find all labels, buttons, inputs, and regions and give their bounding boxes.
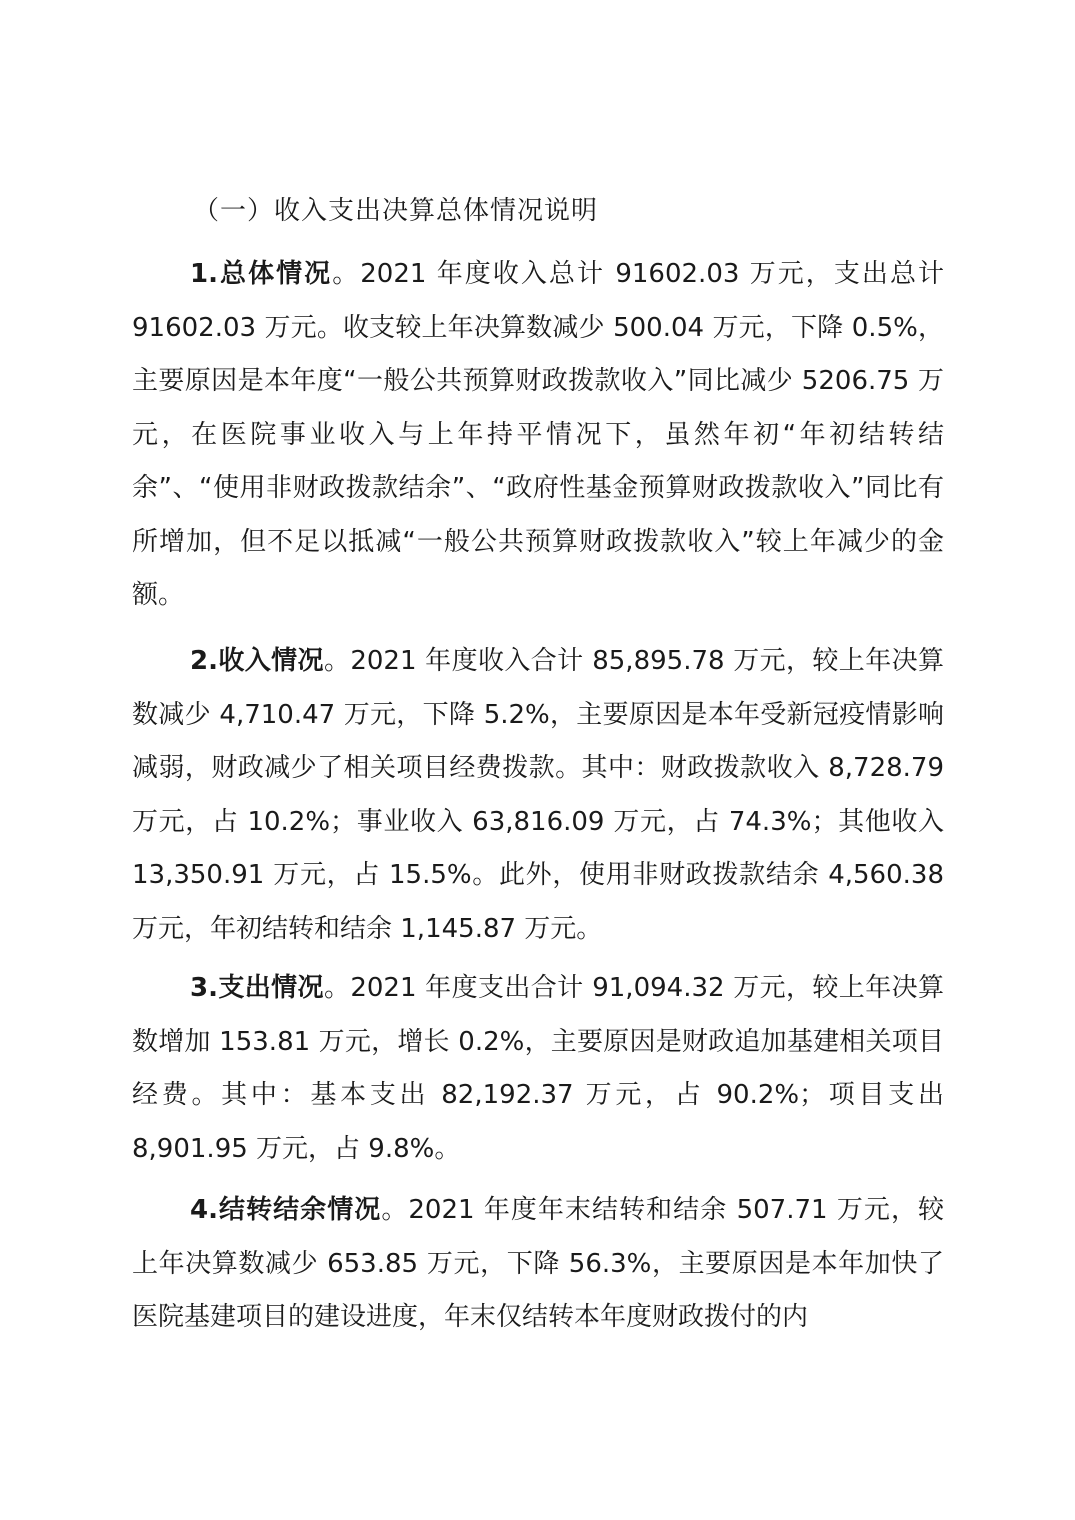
- paragraph-overall: [132, 248, 944, 623]
- paragraph-carryover: [132, 1184, 944, 1345]
- paragraph-body-income: 。2021 年度收入合计 85,895.78 万元，较上年决算数减少 4,710.47 万元，下降 5.2%，主要原因是本年受新冠疫情影响减弱，财政减少了相关项目经费拨款。其中：财政拨款收入 8,728.79 万元，占 10.2%；事业收入 63,816.09 万元，占 74.3%；其他收入 13,350.91 万元，占 15.5%。此外，使用非财政拨款结余 4,560.38 万元，年初结转和结余 1,145.87 万元。: [132, 646, 944, 944]
- paragraph-body-overall: 。2021 年度收入总计 91602.03 万元，支出总计 91602.03 万元。收支较上年决算数减少 500.04 万元，下降 0.5%，主要原因是本年度“一般公共预算财政拨款收入”同比减少 5206.75 万元，在医院事业收入与上年持平情况下，虽然年初“年初结转结余”、“使用非财政拨款结余”、“政府性基金预算财政拨款收入”同比有所增加，但不足以抵减“一般公共预算财政拨款收入”较上年减少的金额。: [132, 259, 945, 610]
- section-heading: （一）收入支出决算总体情况说明: [193, 196, 599, 226]
- paragraph-lead-overall: 1.总体情况: [190, 259, 333, 289]
- paragraph-expenditure: [132, 962, 944, 1176]
- paragraph-lead-income: 2.收入情况: [190, 646, 324, 676]
- paragraph-lead-expenditure: 3.支出情况: [190, 973, 324, 1003]
- paragraph-income: [132, 635, 944, 956]
- paragraph-body-expenditure: 。2021 年度支出合计 91,094.32 万元，较上年决算数增加 153.81 万元，增长 0.2%，主要原因是财政追加基建相关项目经费。其中：基本支出 82,192.37 万元，占 90.2%；项目支出 8,901.95 万元，占 9.8%。: [132, 973, 944, 1164]
- paragraph-lead-carryover: 4.结转结余情况: [190, 1195, 382, 1225]
- paragraph-body-carryover: 。2021 年度年末结转和结余 507.71 万元，较上年决算数减少 653.85 万元，下降 56.3%，主要原因是本年加快了医院基建项目的建设进度，年末仅结转本年度财政拨付的内: [132, 1195, 945, 1332]
